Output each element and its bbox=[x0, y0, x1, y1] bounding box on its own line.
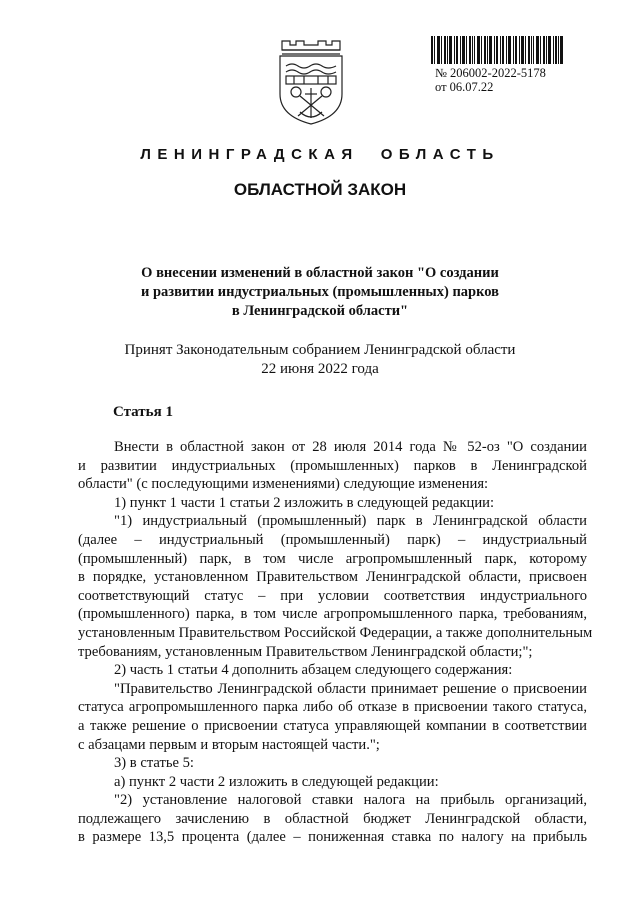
registration-number: № 206002-2022-5178 bbox=[435, 66, 546, 80]
adoption-line: Принят Законодательным собранием Ленинградской области bbox=[124, 342, 516, 358]
article-body bbox=[78, 438, 593, 847]
title-line: и развитии индустриальных (промышленных) парков bbox=[140, 284, 499, 300]
body-line: "1) индустриальный (промышленный) парк в Ленинградской области bbox=[114, 513, 587, 530]
body-line: статуса агропромышленного парка либо об отказе в присвоении такого статуса, bbox=[78, 699, 587, 716]
body-line: а также решение о присвоении статуса управляющей компании в соответствии bbox=[78, 717, 587, 734]
title-line: О внесении изменений в областной закон "О создании bbox=[141, 265, 499, 281]
article-heading: Статья 1 bbox=[113, 404, 173, 420]
region-word: ОБЛАСТЬ bbox=[380, 146, 500, 163]
coat-of-arms-emblem bbox=[270, 36, 352, 128]
body-line: 3) в статье 5: bbox=[114, 755, 194, 772]
barcode bbox=[431, 36, 563, 64]
body-line: (промышленного) парка, в том числе агропромышленного парка, требованиям, bbox=[78, 606, 587, 623]
body-line: в порядке, установленном Правительством Ленинградской области, присвоен bbox=[78, 569, 587, 586]
adoption-note bbox=[90, 341, 550, 379]
body-line: (промышленный) парк, в том числе агропромышленный парк, которому bbox=[78, 550, 587, 567]
body-line: области" (с последующими изменениями) следующие изменения: bbox=[78, 476, 489, 493]
law-type-heading: ОБЛАСТНОЙ ЗАКОН bbox=[233, 180, 407, 199]
law-title bbox=[100, 264, 540, 321]
region-name bbox=[0, 146, 640, 163]
body-line: 2) часть 1 статьи 4 дополнить абзацем следующего содержания: bbox=[114, 662, 513, 679]
region-word: ЛЕНИНГРАДСКАЯ bbox=[140, 146, 359, 163]
body-line: требованиям, установленным Правительством Ленинградской области;"; bbox=[78, 643, 533, 660]
body-line: и развитии индустриальных (промышленных) парков в Ленинградской bbox=[78, 457, 587, 474]
body-line: подлежащего зачислению в областной бюджет Ленинградской области, bbox=[78, 810, 587, 827]
body-line: 1) пункт 1 части 1 статьи 2 изложить в следующей редакции: bbox=[114, 494, 495, 511]
body-line: а) пункт 2 части 2 изложить в следующей редакции: bbox=[114, 773, 439, 790]
body-line: Внести в областной закон от 28 июля 2014 года № 52-оз "О создании bbox=[114, 439, 587, 455]
body-line: в размере 13,5 процента (далее – пониженная ставка по налогу на прибыль bbox=[78, 829, 587, 846]
body-line: установленным Правительством Российской Федерации, а также дополнительным bbox=[78, 624, 593, 641]
body-line: "2) установление налоговой ставки налога на прибыль организаций, bbox=[114, 792, 587, 809]
body-line: соответствующий статус – при условии соответствия индустриального bbox=[78, 587, 587, 604]
adoption-line: 22 июня 2022 года bbox=[261, 361, 379, 377]
body-line: (далее – индустриальный (промышленный) парк) – индустриальный bbox=[78, 531, 587, 548]
body-line: с абзацами первым и вторым настоящей части."; bbox=[78, 736, 380, 753]
title-line: в Ленинградской области" bbox=[231, 303, 409, 319]
registration-date: от 06.07.22 bbox=[435, 80, 494, 94]
body-line: "Правительство Ленинградской области принимает решение о присвоении bbox=[114, 680, 587, 697]
